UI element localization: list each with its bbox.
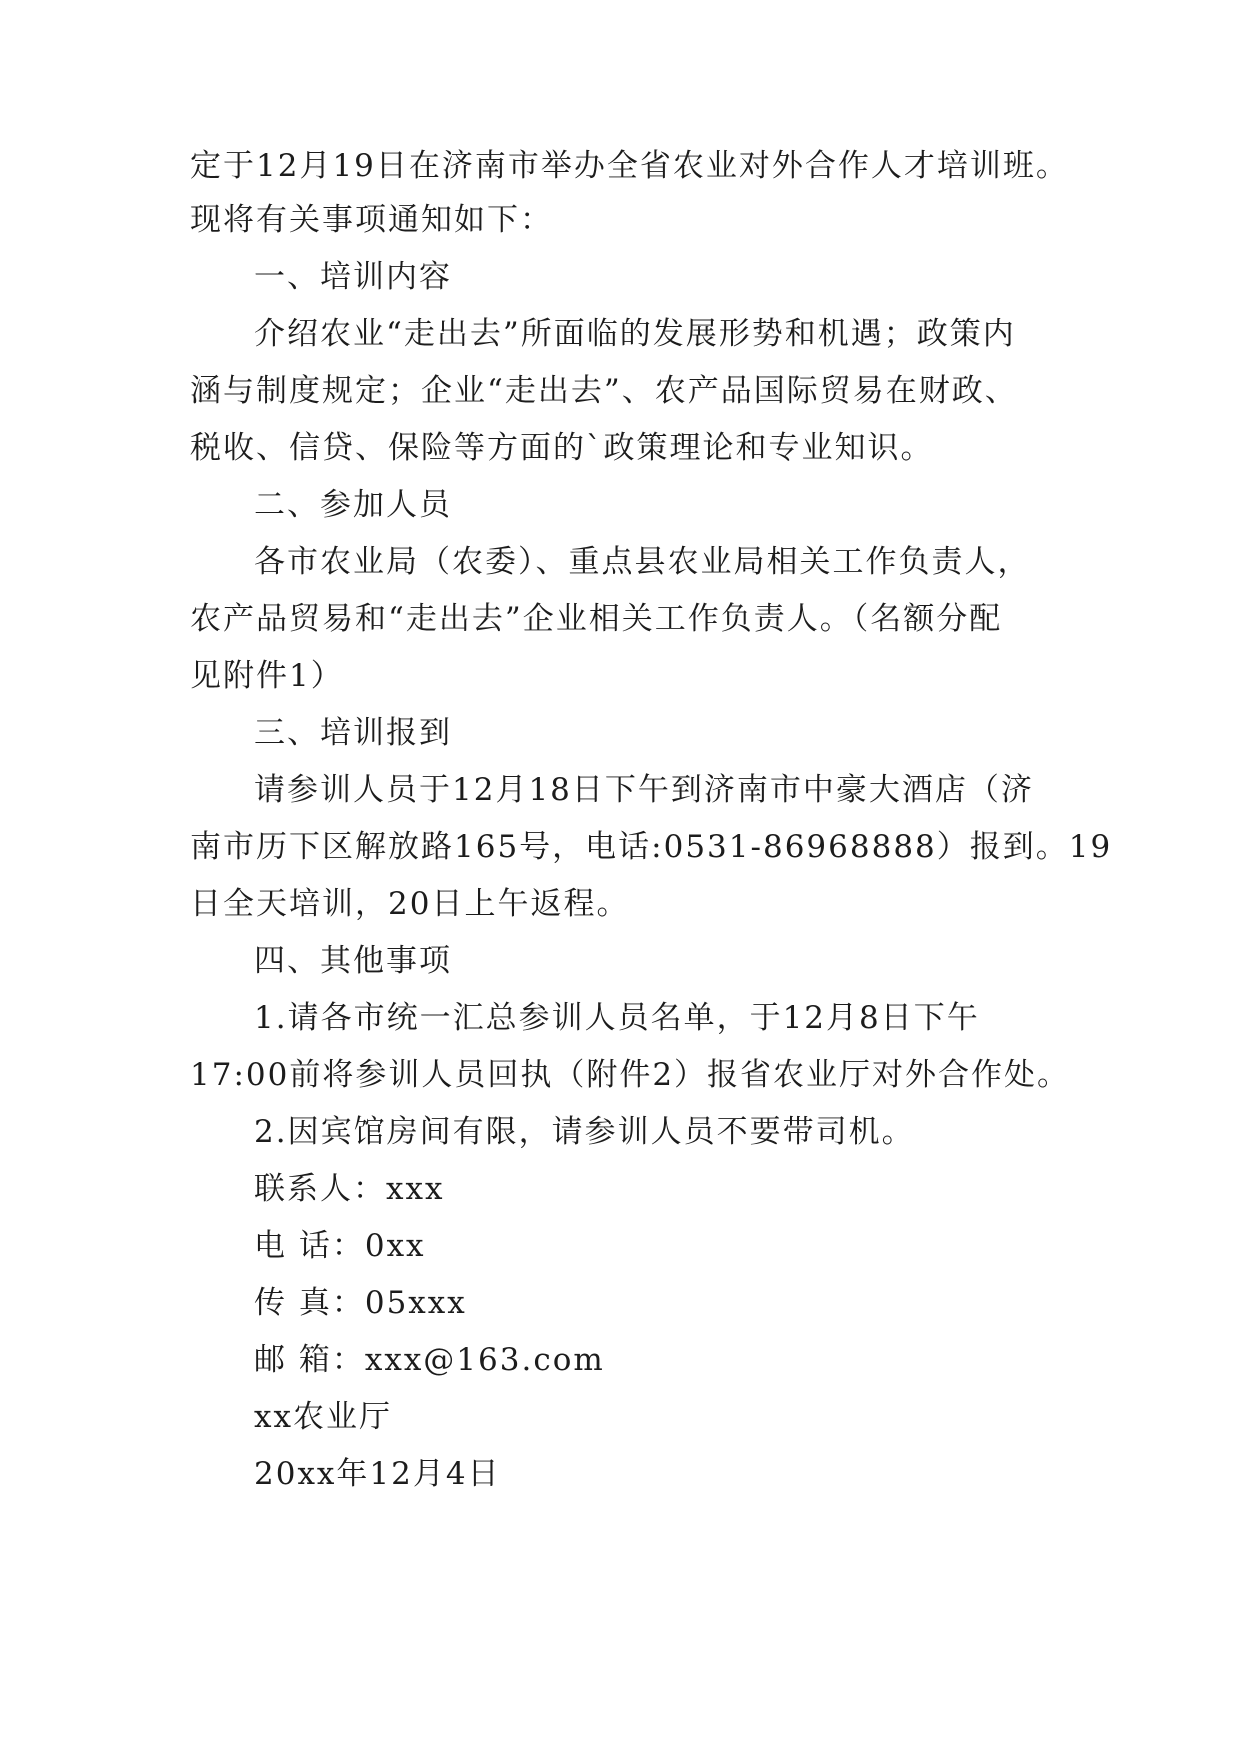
paragraph-line: 见附件1）	[190, 658, 344, 694]
contact-fax: 传 真：05xxx	[254, 1285, 467, 1321]
paragraph-line: 税收、信贷、保险等方面的`政策理论和专业知识。	[190, 430, 934, 466]
paragraph-line: 现将有关事项通知如下：	[190, 202, 553, 238]
paragraph-line: 请参训人员于12月18日下午到济南市中豪大酒店（济	[254, 772, 1034, 808]
paragraph-line: 各市农业局（农委）、重点县农业局相关工作负责人，	[254, 544, 1031, 580]
issuer-name: xx农业厅	[254, 1399, 392, 1435]
section-heading: 四、其他事项	[254, 943, 452, 979]
section-heading: 三、培训报到	[254, 715, 452, 751]
paragraph-line: 介绍农业“走出去”所面临的发展形势和机遇；政策内	[254, 316, 1016, 352]
paragraph-line: 2.因宾馆房间有限，请参训人员不要带司机。	[254, 1114, 915, 1150]
section-heading: 二、参加人员	[254, 487, 452, 523]
paragraph-line: 农产品贸易和“走出去”企业相关工作负责人。（名额分配	[190, 601, 1003, 637]
paragraph-line: 涵与制度规定；企业“走出去”、农产品国际贸易在财政、	[190, 373, 1018, 409]
paragraph-line: 17:00前将参训人员回执（附件2）报省农业厅对外合作处。	[190, 1057, 1071, 1093]
paragraph-line: 1.请各市统一汇总参训人员名单，于12月8日下午	[254, 1000, 980, 1036]
contact-email: 邮 箱：xxx@163.com	[254, 1342, 605, 1378]
issue-date: 20xx年12月4日	[254, 1456, 501, 1492]
contact-phone: 电 话：0xx	[254, 1228, 426, 1264]
paragraph-line: 日全天培训，20日上午返程。	[190, 886, 630, 922]
paragraph-line: 南市历下区解放路165号，电话:0531-86968888）报到。19	[190, 829, 1113, 865]
section-heading: 一、培训内容	[254, 259, 452, 295]
contact-person: 联系人：xxx	[254, 1171, 445, 1207]
paragraph-line: 定于12月19日在济南市举办全省农业对外合作人才培训班。	[190, 148, 1069, 184]
